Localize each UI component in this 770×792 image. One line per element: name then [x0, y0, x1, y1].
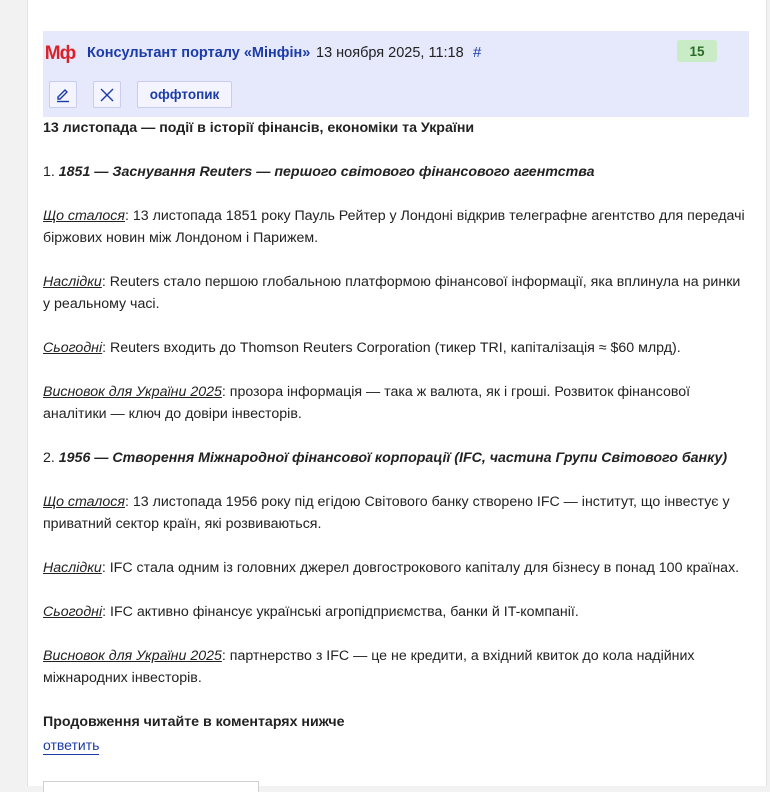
consequences-label: Наслідки	[43, 274, 102, 290]
section-2-consequences	[43, 557, 749, 579]
conclusion-text: : прозора інформація — така ж валюта, як і гроші. Розвиток фінансової аналітики — ключ до довіри інвесторів.	[43, 384, 691, 422]
today-label: Сьогодні	[43, 340, 103, 356]
delete-button[interactable]	[93, 81, 121, 108]
section-1-today	[43, 337, 749, 359]
rating-badge[interactable]: 15	[677, 40, 717, 62]
section-1-number: 1.	[43, 164, 59, 180]
what-text: : 13 листопада 1956 року під егідою Світового банку створено IFC — інститут, що інвестує у приватний сектор країн, які розвиваються.	[43, 494, 730, 532]
conclusion-label: Висновок для України 2025	[43, 648, 222, 664]
minfin-logo: Мф	[44, 43, 76, 64]
section-2-number: 2.	[43, 450, 59, 466]
continue-note: Продовження читайте в коментарях нижче	[43, 714, 345, 730]
conclusion-label: Висновок для України 2025	[43, 384, 222, 400]
section-2-heading	[43, 447, 749, 469]
what-label: Що сталося	[43, 208, 125, 224]
what-text: : 13 листопада 1851 року Пауль Рейтер у Лондоні відкрив телеграфне агентство для передачі біржових новин між Лондоном і Парижем.	[43, 208, 745, 246]
today-text: : IFC активно фінансує українські агропідприємства, банки й IT-компанії.	[102, 604, 579, 620]
today-label: Сьогодні	[43, 604, 103, 620]
permalink-hash[interactable]: #	[473, 44, 482, 61]
offtopic-button[interactable]: оффтопик	[137, 81, 232, 108]
consequences-label: Наслідки	[43, 560, 102, 576]
edit-button[interactable]	[49, 81, 77, 108]
post-date: 13 ноября 2025, 11:18	[316, 45, 464, 61]
section-1-conclusion	[43, 381, 749, 425]
post-body	[43, 117, 749, 739]
author-link[interactable]: Консультант порталу «Мінфін»	[87, 45, 311, 61]
what-label: Що сталося	[43, 494, 125, 510]
consequences-text: : IFC стала одним із головних джерел довгострокового капіталу для бізнесу в понад 100 країнах.	[101, 560, 740, 576]
conclusion-text: : партнерство з IFC — це не кредити, а вхідний квиток до кола надійних міжнародних інвесторів.	[43, 648, 695, 686]
section-2-today	[43, 601, 749, 623]
consequences-text: : Reuters стало першою глобальною платформою фінансової інформації, яка вплинула на ринки у реальному часі.	[43, 274, 741, 312]
section-2-title: 1956 — Створення Міжнародної фінансової корпорації (IFC, частина Групи Світового банку)	[58, 450, 728, 466]
section-1-heading	[43, 161, 749, 183]
section-1-what	[43, 205, 749, 249]
reply-link[interactable]: ответить	[43, 737, 100, 753]
section-1-consequences	[43, 271, 749, 315]
today-text: : Reuters входить до Thomson Reuters Corporation (тикер TRI, капіталізація ≈ $60 млрд).	[102, 340, 681, 356]
post-title: 13 листопада — події в історії фінансів, економіки та України	[43, 120, 475, 136]
section-1-title: 1851 — Заснування Reuters — першого світового фінансового агентства	[58, 164, 595, 180]
section-2-what	[43, 491, 749, 535]
section-2-conclusion	[43, 645, 749, 689]
pencil-icon	[54, 86, 72, 104]
reply-input[interactable]	[43, 781, 259, 792]
x-icon	[98, 86, 116, 104]
post-header	[43, 31, 749, 117]
